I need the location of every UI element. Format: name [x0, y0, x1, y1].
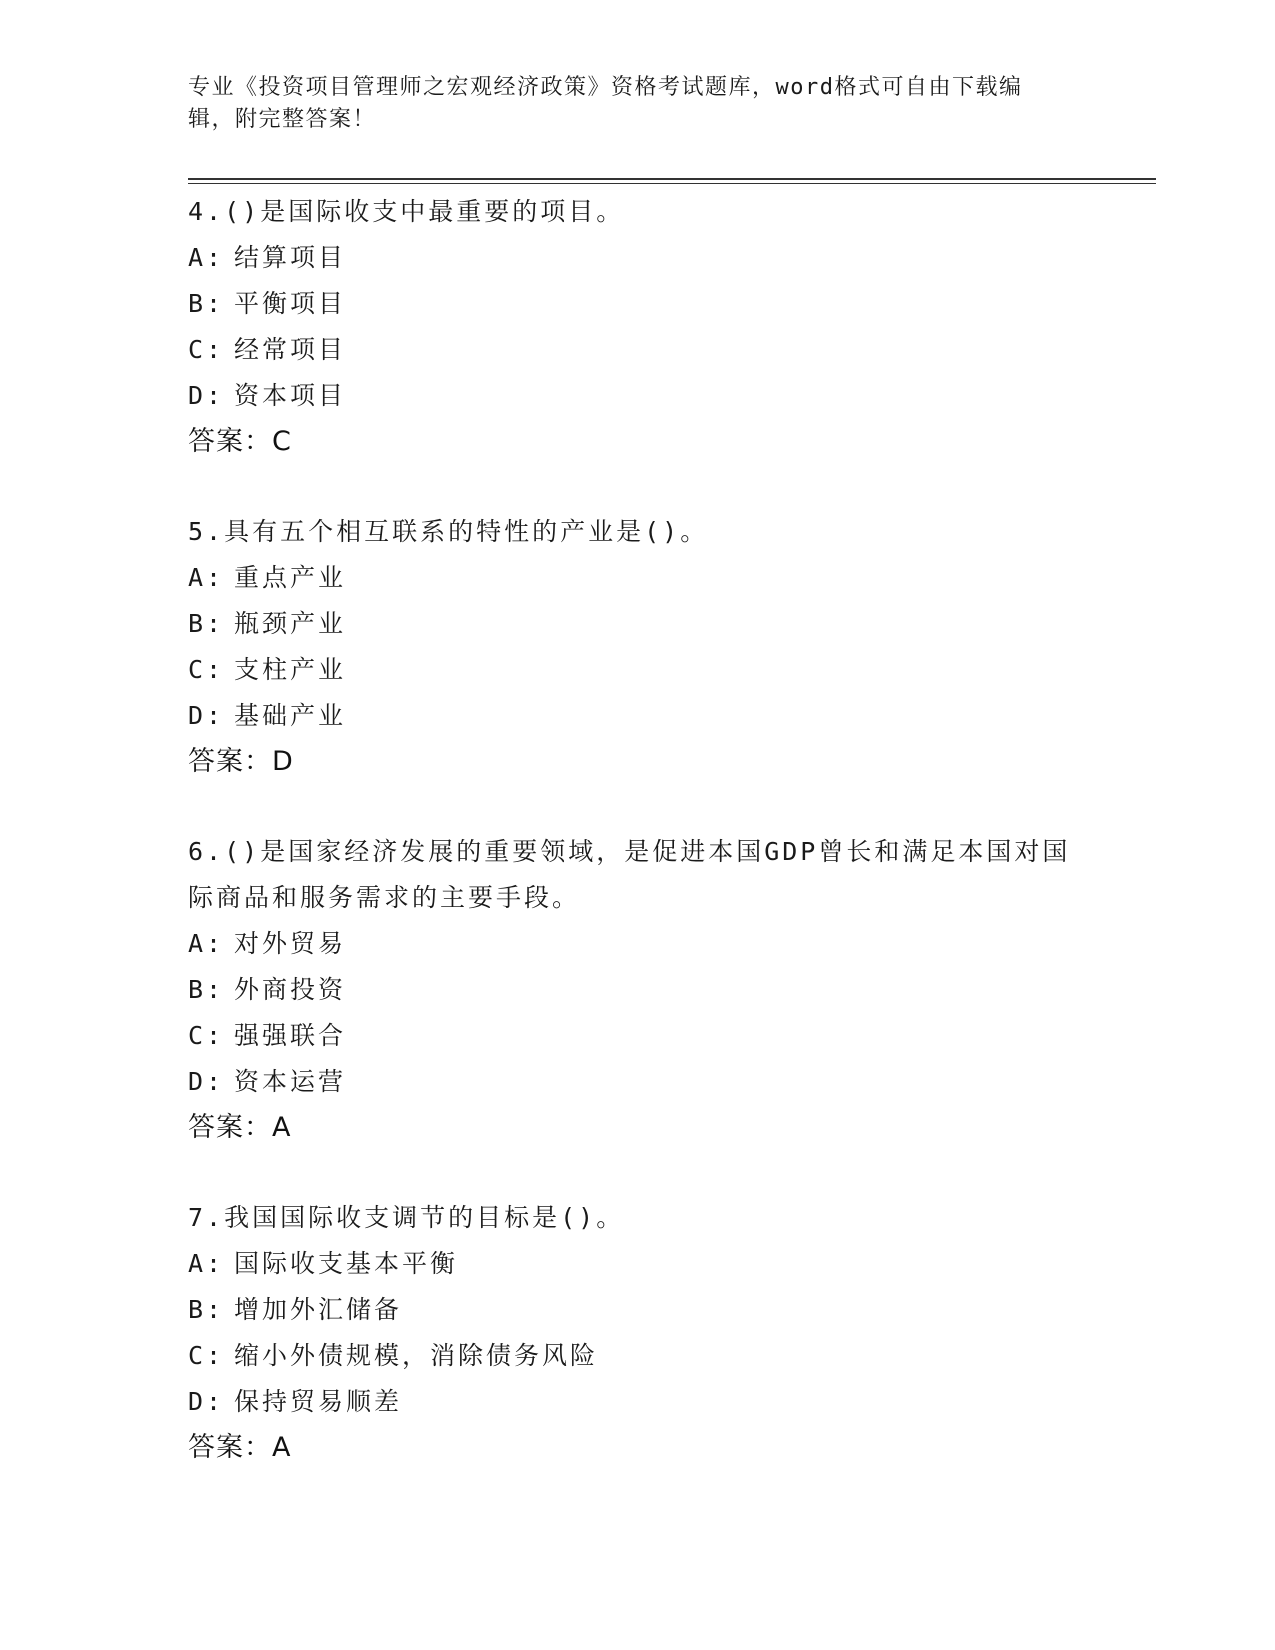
option-letter: D:: [188, 1387, 225, 1416]
option-letter: B:: [188, 975, 225, 1004]
option-text: 外商投资: [234, 975, 347, 1004]
answer-option: [188, 327, 1088, 373]
header-divider-thick: [188, 178, 1156, 180]
option-text: 瓶颈产业: [234, 609, 347, 638]
answer-option: [188, 1333, 1088, 1379]
question-stem: 4.()是国际收支中最重要的项目。: [188, 197, 625, 226]
option-letter: C:: [188, 655, 225, 684]
option-letter: C:: [188, 335, 225, 364]
question-block: [188, 509, 1088, 785]
option-letter: B:: [188, 609, 225, 638]
answer-option: [188, 281, 1088, 327]
option-text: 结算项目: [234, 243, 347, 272]
answer-option: [188, 967, 1088, 1013]
answer-label: 答案：: [188, 1432, 272, 1463]
document-header: 专业《投资项目管理师之宏观经济政策》资格考试题库，word格式可自由下载编辑，附完整答案！: [188, 75, 1023, 132]
answer-option: [188, 555, 1088, 601]
option-text: 对外贸易: [234, 929, 347, 958]
answer-option: [188, 601, 1088, 647]
answer-option: [188, 1287, 1088, 1333]
option-text: 基础产业: [234, 701, 347, 730]
option-letter: A:: [188, 929, 225, 958]
answer-option: [188, 693, 1088, 739]
question-block: [188, 189, 1088, 465]
question-stem: 5.具有五个相互联系的特性的产业是()。: [188, 517, 709, 546]
answer-line: [188, 739, 1088, 785]
option-text: 重点产业: [234, 563, 347, 592]
answer-value: C: [272, 426, 292, 457]
option-text: 资本项目: [234, 381, 347, 410]
question-block: [188, 829, 1088, 1151]
option-letter: A:: [188, 563, 225, 592]
option-text: 保持贸易顺差: [234, 1387, 403, 1416]
answer-option: [188, 1013, 1088, 1059]
option-letter: C:: [188, 1021, 225, 1050]
answer-label: 答案：: [188, 746, 272, 777]
option-letter: D:: [188, 701, 225, 730]
option-letter: C:: [188, 1341, 225, 1370]
option-text: 强强联合: [234, 1021, 347, 1050]
option-text: 经常项目: [234, 335, 347, 364]
answer-option: [188, 1059, 1088, 1105]
answer-option: [188, 235, 1088, 281]
answer-label: 答案：: [188, 1112, 272, 1143]
option-letter: B:: [188, 289, 225, 318]
answer-option: [188, 647, 1088, 693]
option-text: 资本运营: [234, 1067, 347, 1096]
option-text: 国际收支基本平衡: [234, 1249, 459, 1278]
answer-line: [188, 1425, 1088, 1471]
option-text: 缩小外债规模，消除债务风险: [234, 1341, 599, 1370]
answer-value: A: [272, 1112, 292, 1143]
option-letter: D:: [188, 1067, 225, 1096]
option-letter: D:: [188, 381, 225, 410]
question-stem: 7.我国国际收支调节的目标是()。: [188, 1203, 625, 1232]
answer-option: [188, 373, 1088, 419]
option-letter: A:: [188, 1249, 225, 1278]
question-stem: 6.()是国家经济发展的重要领域，是促进本国GDP曾长和满足本国对国际商品和服务需求的主要手段。: [188, 837, 1071, 912]
answer-value: A: [272, 1432, 292, 1463]
answer-value: D: [272, 746, 294, 777]
answer-label: 答案：: [188, 426, 272, 457]
answer-option: [188, 1241, 1088, 1287]
answer-option: [188, 1379, 1088, 1425]
question-block: [188, 1195, 1088, 1471]
answer-line: [188, 1105, 1088, 1151]
option-text: 增加外汇储备: [234, 1295, 403, 1324]
option-letter: B:: [188, 1295, 225, 1324]
option-letter: A:: [188, 243, 225, 272]
header-divider-thin: [188, 183, 1156, 184]
question-list: [188, 189, 1088, 1515]
option-text: 平衡项目: [234, 289, 347, 318]
answer-option: [188, 921, 1088, 967]
option-text: 支柱产业: [234, 655, 347, 684]
answer-line: [188, 419, 1088, 465]
